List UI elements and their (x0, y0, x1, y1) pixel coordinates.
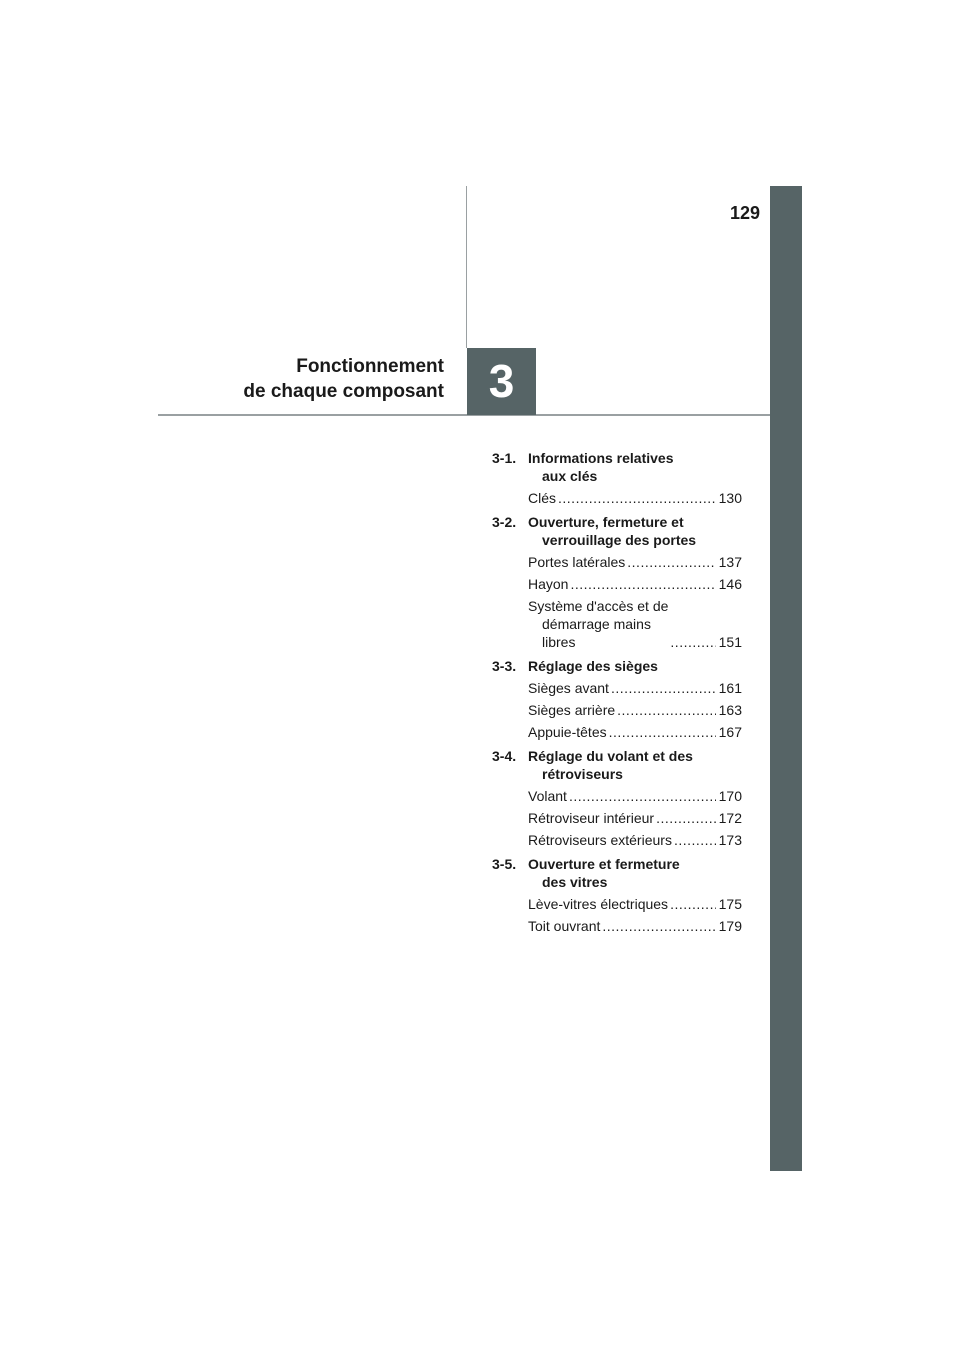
chapter-side-tab (770, 186, 802, 1171)
toc-entry-label (528, 575, 568, 593)
toc-section (492, 513, 742, 651)
toc-entry[interactable] (528, 809, 742, 827)
toc-entry-label-line: libres (542, 634, 576, 650)
toc-entry[interactable] (528, 917, 742, 935)
toc-entry[interactable] (528, 701, 742, 719)
toc-section-number: 3-3. (492, 658, 517, 674)
toc-entry-label-line: Volant (528, 788, 567, 804)
toc-section-number: 3-1. (492, 450, 517, 466)
toc-entry-label (528, 787, 567, 805)
toc-entry-label-line: Rétroviseurs extérieurs (528, 832, 672, 848)
toc-entry-label-line: Sièges arrière (528, 702, 616, 718)
toc-entry-page: 151 (718, 634, 742, 650)
toc-entry[interactable] (528, 723, 742, 741)
toc-entry-page: 167 (718, 724, 742, 740)
chapter-title-line: de chaque composant (243, 381, 444, 402)
toc-section-title-line: Ouverture, fermeture et (528, 514, 684, 530)
toc-entry-label (528, 723, 607, 741)
toc-section-heading[interactable] (492, 513, 742, 549)
toc-section (492, 449, 742, 507)
toc-entry-page: 175 (718, 896, 742, 912)
toc-entry-page: 179 (718, 918, 742, 934)
toc-section-title-line: des vitres (542, 874, 608, 890)
toc-section-title-line: Informations relatives (528, 450, 674, 466)
dot-leader (609, 723, 716, 741)
vertical-rule (466, 186, 467, 348)
toc-section (492, 747, 742, 849)
toc-entry-label (528, 597, 668, 651)
toc-entry-page: 137 (718, 554, 742, 570)
dot-leader (627, 553, 715, 571)
toc-entry[interactable] (528, 831, 742, 849)
dot-leader (570, 575, 715, 593)
toc-entry-label (528, 701, 615, 719)
dot-leader (602, 917, 715, 935)
dot-leader (656, 809, 716, 827)
toc-entry-page: 146 (718, 576, 742, 592)
toc-entry-label (528, 553, 625, 571)
toc-entry-page: 173 (718, 832, 742, 848)
toc-section-number: 3-5. (492, 856, 517, 872)
toc-entry-label-line: démarrage mains (542, 616, 651, 632)
toc-entry-page: 161 (718, 680, 742, 696)
toc-entry-label-line: Système d'accès et de (528, 598, 669, 614)
toc-section-heading[interactable] (492, 449, 742, 485)
toc-entry-label-line: Toit ouvrant (528, 918, 601, 934)
dot-leader (611, 679, 716, 697)
toc-entry-label-line: Rétroviseur intérieur (528, 810, 655, 826)
toc-entry-label (528, 831, 672, 849)
toc-entry-page: 172 (718, 810, 742, 826)
toc-entry-label-line: Appuie-têtes (528, 724, 607, 740)
toc-entry-label-line: Clés (528, 490, 557, 506)
toc-entry[interactable] (528, 895, 742, 913)
dot-leader (558, 489, 716, 507)
dot-leader (569, 787, 716, 805)
toc-entry-label (528, 679, 609, 697)
toc-entry[interactable] (528, 575, 742, 593)
toc-section-number: 3-4. (492, 748, 517, 764)
toc-entry[interactable] (528, 597, 742, 651)
toc-section-title-line: Réglage des sièges (528, 658, 658, 674)
toc-section-title-line: rétroviseurs (542, 766, 623, 782)
toc-section-title-line: verrouillage des portes (542, 532, 697, 548)
dot-leader (670, 895, 716, 913)
toc-entry[interactable] (528, 787, 742, 805)
toc-entry-page: 170 (718, 788, 742, 804)
toc-entry[interactable] (528, 553, 742, 571)
toc-section-title-line: aux clés (542, 468, 598, 484)
chapter-title (160, 354, 444, 404)
toc-entry-page: 163 (718, 702, 742, 718)
toc-entry-label-line: Lève-vitres électriques (528, 896, 669, 912)
chapter-title-line: Fonctionnement (296, 356, 444, 377)
toc-section-number: 3-2. (492, 514, 517, 530)
toc-entry-label-line: Sièges avant (528, 680, 609, 696)
toc-section (492, 657, 742, 741)
dot-leader (674, 831, 716, 849)
page-number: 129 (729, 203, 760, 223)
toc-section-heading[interactable] (492, 747, 742, 783)
toc-section (492, 855, 742, 935)
toc-entry-label (528, 809, 654, 827)
toc-section-title-line: Ouverture et fermeture (528, 856, 680, 872)
toc-entry[interactable] (528, 489, 742, 507)
toc-entry[interactable] (528, 679, 742, 697)
toc-entry-label (528, 895, 668, 913)
toc-entry-label (528, 489, 556, 507)
toc-section-title-line: Réglage du volant et des (528, 748, 693, 764)
horizontal-rule (158, 414, 770, 416)
toc-section-heading[interactable] (492, 657, 742, 675)
table-of-contents (492, 449, 742, 941)
toc-entry-label-line: Portes latérales (528, 554, 626, 570)
dot-leader (670, 633, 715, 651)
toc-entry-label-line: Hayon (528, 576, 569, 592)
toc-section-heading[interactable] (492, 855, 742, 891)
chapter-number-box: 3 (467, 348, 536, 415)
toc-entry-label (528, 917, 600, 935)
dot-leader (617, 701, 715, 719)
toc-entry-page: 130 (718, 490, 742, 506)
